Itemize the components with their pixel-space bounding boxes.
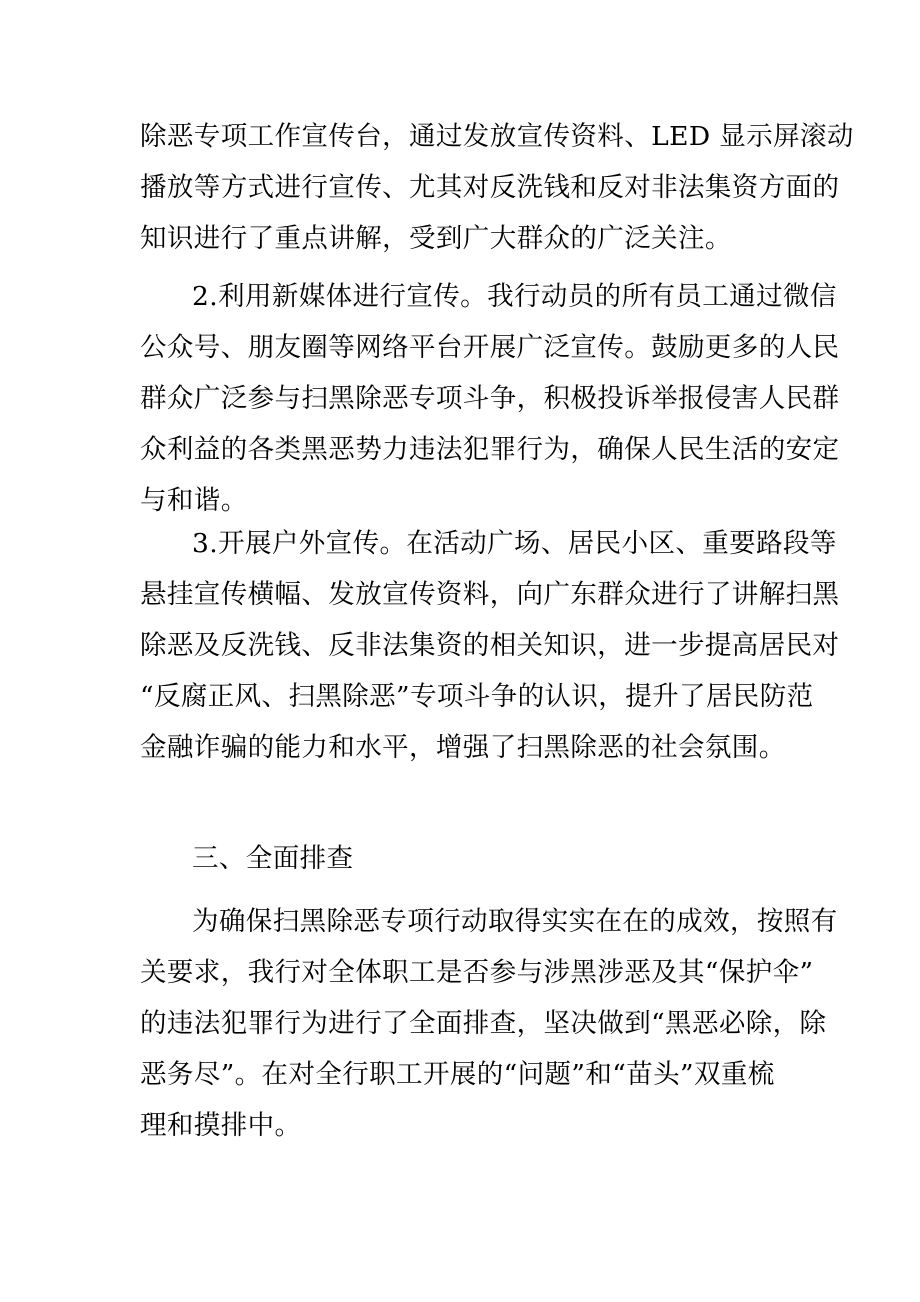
text-line: 知识进行了重点讲解，受到广大群众的广泛关注。 (140, 223, 732, 254)
section-heading-text: 三、全面排查 (192, 843, 354, 874)
paragraph-outdoor-propaganda (140, 518, 840, 773)
text-line: 众利益的各类黑恶势力违法犯罪行为，确保人民生活的安定 (140, 434, 840, 465)
text-line: 理和摸排中。 (140, 1110, 302, 1141)
paragraph-comprehensive-check (140, 896, 838, 1151)
text-line: 关要求，我行对全体职工是否参与涉黑涉恶及其“保护伞” (140, 957, 814, 988)
text-line: 除恶及反洗钱、反非法集资的相关知识，进一步提高居民对 (140, 630, 840, 661)
text-line: 除恶专项工作宣传台，通过发放宣传资料、LED 显示屏滚动 (140, 121, 854, 152)
text-line: 播放等方式进行宣传、尤其对反洗钱和反对非法集资方面的 (140, 172, 840, 203)
text-line: 3.开展户外宣传。在活动广场、居民小区、重要路段等 (192, 528, 837, 559)
text-line: 2.利用新媒体进行宣传。我行动员的所有员工通过微信 (192, 281, 837, 312)
section-heading-comprehensive-check (140, 833, 790, 884)
paragraph-new-media (140, 271, 840, 526)
text-line: 悬挂宣传横幅、发放宣传资料，向广东群众进行了讲解扫黑 (140, 579, 840, 610)
text-line: 金融诈骗的能力和水平，增强了扫黑除恶的社会氛围。 (140, 732, 786, 763)
text-line: 公众号、朋友圈等网络平台开展广泛宣传。鼓励更多的人民 (140, 332, 840, 363)
text-line: 群众广泛参与扫黑除恶专项斗争，积极投诉举报侵害人民群 (140, 383, 840, 414)
text-line: 的违法犯罪行为进行了全面排查，坚决做到“黑恶必除，除 (140, 1008, 827, 1039)
text-line: 与和谐。 (140, 485, 248, 516)
paragraph-propaganda-desk (140, 111, 854, 264)
text-line: “反腐正风、扫黑除恶”专项斗争的认识，提升了居民防范 (140, 681, 814, 712)
text-line: 为确保扫黑除恶专项行动取得实实在在的成效，按照有 (192, 906, 838, 937)
text-line: 恶务尽”。在对全行职工开展的“问题”和“苗头”双重梳 (140, 1059, 775, 1090)
